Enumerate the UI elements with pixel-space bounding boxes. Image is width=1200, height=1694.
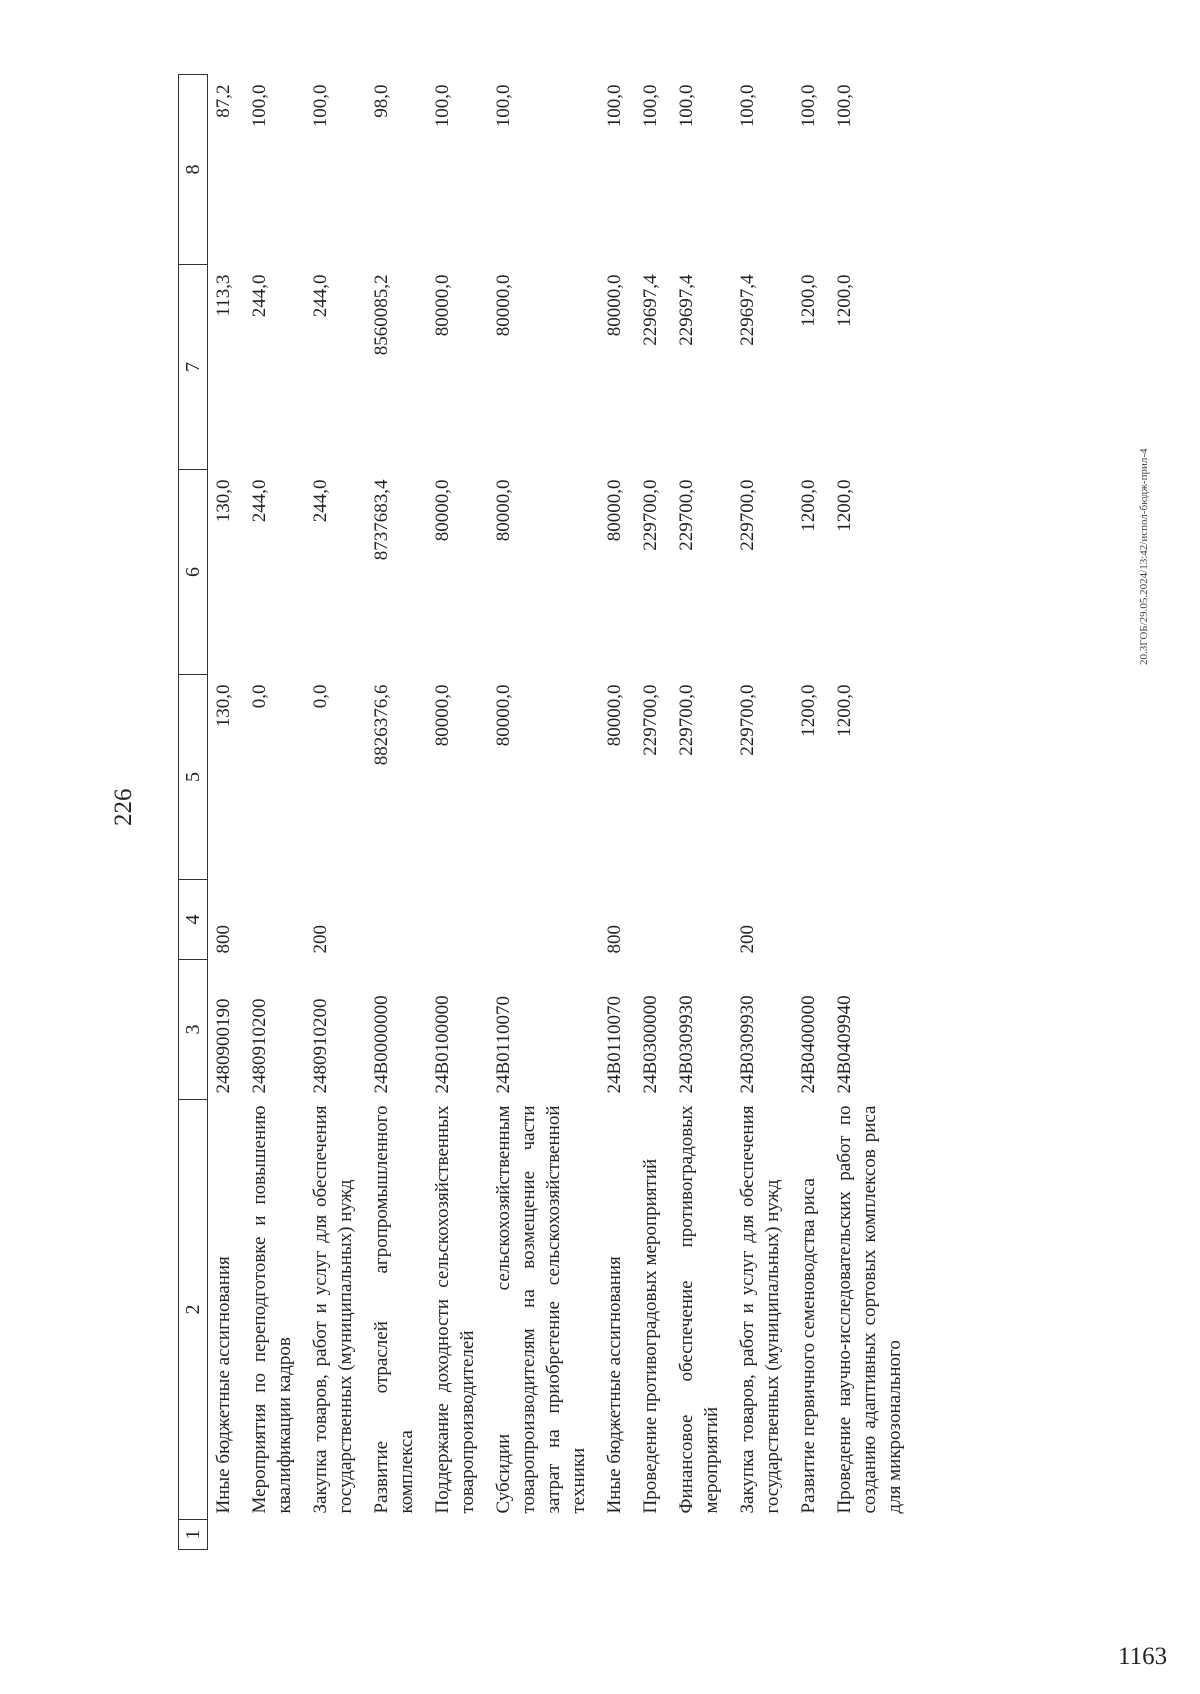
row-index-cell: [635, 1520, 671, 1550]
revised-plan-cell: 8737683,4: [371, 479, 392, 561]
percent-cell: 100,0: [640, 84, 661, 128]
code-cell: 24В0000000: [371, 995, 392, 1094]
description-cell: Иные бюджетные ассигнования: [213, 1256, 234, 1514]
percent-cell: 87,2: [213, 84, 234, 118]
actual-cell: 80000,0: [432, 274, 453, 337]
type-cell: 800: [604, 925, 625, 954]
plan-cell: 80000,0: [493, 684, 514, 747]
column-header-1: 1: [179, 1520, 208, 1550]
table-row: [671, 75, 732, 1550]
type-cell: 200: [737, 925, 758, 954]
row-index-cell: [599, 1520, 635, 1550]
description-cell: Закупка товаров, работ и услуг для обеспечения государственных (муниципальных) нужд: [310, 1105, 356, 1514]
column-header-3: 3: [179, 960, 208, 1100]
plan-cell: 130,0: [213, 684, 234, 728]
percent-cell: 100,0: [834, 84, 855, 128]
row-index-cell: [793, 1520, 829, 1550]
plan-cell: 1200,0: [798, 684, 819, 737]
actual-cell: 80000,0: [493, 274, 514, 337]
revised-plan-cell: 229700,0: [737, 479, 758, 551]
plan-cell: 229700,0: [640, 684, 661, 756]
type-cell: [244, 880, 305, 960]
revised-plan-cell: 1200,0: [798, 479, 819, 532]
type-cell: [671, 880, 732, 960]
revised-plan-cell: 130,0: [213, 479, 234, 523]
row-index-cell: [671, 1520, 732, 1550]
plan-cell: 0,0: [310, 684, 331, 709]
column-header-7: 7: [179, 265, 208, 470]
plan-cell: 80000,0: [604, 684, 625, 747]
row-index-cell: [488, 1520, 599, 1550]
table-row: [599, 75, 635, 1550]
type-cell: [488, 880, 599, 960]
column-header-2: 2: [179, 1100, 208, 1520]
description-cell: Поддержание доходности сельскохозяйственных товаропроизводителей: [432, 1105, 478, 1514]
code-cell: 2480900190: [213, 998, 234, 1094]
plan-cell: 229700,0: [676, 684, 697, 756]
code-cell: 24В0300000: [640, 995, 661, 1094]
percent-cell: 98,0: [371, 84, 392, 118]
percent-cell: 100,0: [604, 84, 625, 128]
description-cell: Субсидии сельскохозяйственным товаропроизводителям на возмещение части затрат на приобретение сельскохозяйственной техники: [493, 1105, 589, 1514]
table-row: [829, 75, 915, 1550]
column-header-4: 4: [179, 880, 208, 960]
plan-cell: 1200,0: [834, 684, 855, 737]
plan-cell: 229700,0: [737, 684, 758, 756]
type-cell: 200: [310, 925, 331, 954]
percent-cell: 100,0: [676, 84, 697, 128]
table-row: [732, 75, 793, 1550]
row-index-cell: [427, 1520, 488, 1550]
table-row: [208, 75, 245, 1550]
code-cell: 24В0100000: [432, 995, 453, 1094]
column-header-6: 6: [179, 470, 208, 675]
description-cell: Мероприятия по переподготовке и повышению квалификации кадров: [249, 1105, 295, 1514]
percent-cell: 100,0: [737, 84, 758, 128]
page-number-top: 226: [110, 788, 137, 826]
percent-cell: 100,0: [798, 84, 819, 128]
table-row: [305, 75, 366, 1550]
budget-table-container: [178, 75, 1058, 1550]
column-header-5: 5: [179, 675, 208, 880]
actual-cell: 1200,0: [834, 274, 855, 327]
revised-plan-cell: 229700,0: [640, 479, 661, 551]
table-row: [635, 75, 671, 1550]
budget-table: [178, 74, 915, 1550]
table-row: [244, 75, 305, 1550]
revised-plan-cell: 80000,0: [432, 479, 453, 542]
revised-plan-cell: 229700,0: [676, 479, 697, 551]
revised-plan-cell: 244,0: [249, 479, 270, 523]
percent-cell: 100,0: [432, 84, 453, 128]
type-cell: [427, 880, 488, 960]
revised-plan-cell: 1200,0: [834, 479, 855, 532]
code-cell: 24В0110070: [493, 996, 514, 1094]
actual-cell: 8560085,2: [371, 274, 392, 356]
table-row: [488, 75, 599, 1550]
code-cell: 24В0110070: [604, 996, 625, 1094]
table-body: [208, 75, 916, 1550]
description-cell: Иные бюджетные ассигнования: [604, 1256, 625, 1514]
description-cell: Развитие отраслей агропромышленного комплекса: [371, 1105, 417, 1514]
row-index-cell: [208, 1520, 245, 1550]
type-cell: [366, 880, 427, 960]
column-header-8: 8: [179, 75, 208, 265]
code-cell: 2480910200: [249, 998, 270, 1094]
plan-cell: 80000,0: [432, 684, 453, 747]
description-cell: Развитие первичного семеноводства риса: [798, 1178, 819, 1514]
type-cell: [793, 880, 829, 960]
actual-cell: 113,3: [213, 274, 234, 317]
row-index-cell: [244, 1520, 305, 1550]
code-cell: 24В0309930: [737, 995, 758, 1094]
code-cell: 2480910200: [310, 998, 331, 1094]
actual-cell: 244,0: [249, 274, 270, 318]
code-cell: 24В0409940: [834, 995, 855, 1094]
page-number-bottom: 1163: [1118, 1643, 1168, 1670]
type-cell: [829, 880, 915, 960]
table-row: [793, 75, 829, 1550]
code-cell: 24В0309930: [676, 995, 697, 1094]
code-cell: 24В0400000: [798, 995, 819, 1094]
description-cell: Финансовое обеспечение противоградовых мероприятий: [676, 1105, 722, 1514]
header-row: [179, 75, 208, 1550]
plan-cell: 8826376,6: [371, 684, 392, 766]
type-cell: [635, 880, 671, 960]
revised-plan-cell: 80000,0: [604, 479, 625, 542]
table-row: [427, 75, 488, 1550]
revised-plan-cell: 244,0: [310, 479, 331, 523]
row-index-cell: [305, 1520, 366, 1550]
row-index-cell: [829, 1520, 915, 1550]
actual-cell: 244,0: [310, 274, 331, 318]
plan-cell: 0,0: [249, 684, 270, 709]
document-stamp: 20.3ГОБ/29.05.2024/13:42/испол-бюдж-прил-4: [1138, 448, 1150, 665]
description-cell: Проведение научно-исследовательских работ по созданию адаптивных сортовых комплексов риса для микрозонального: [834, 1105, 905, 1514]
percent-cell: 100,0: [249, 84, 270, 128]
type-cell: 800: [213, 925, 234, 954]
row-index-cell: [366, 1520, 427, 1550]
description-cell: Проведение противоградовых мероприятий: [640, 1158, 661, 1514]
row-index-cell: [732, 1520, 793, 1550]
revised-plan-cell: 80000,0: [493, 479, 514, 542]
description-cell: Закупка товаров, работ и услуг для обеспечения государственных (муниципальных) нужд: [737, 1105, 783, 1514]
actual-cell: 229697,4: [676, 274, 697, 346]
actual-cell: 1200,0: [798, 274, 819, 327]
actual-cell: 229697,4: [737, 274, 758, 346]
table-row: [366, 75, 427, 1550]
percent-cell: 100,0: [493, 84, 514, 128]
actual-cell: 229697,4: [640, 274, 661, 346]
percent-cell: 100,0: [310, 84, 331, 128]
actual-cell: 80000,0: [604, 274, 625, 337]
